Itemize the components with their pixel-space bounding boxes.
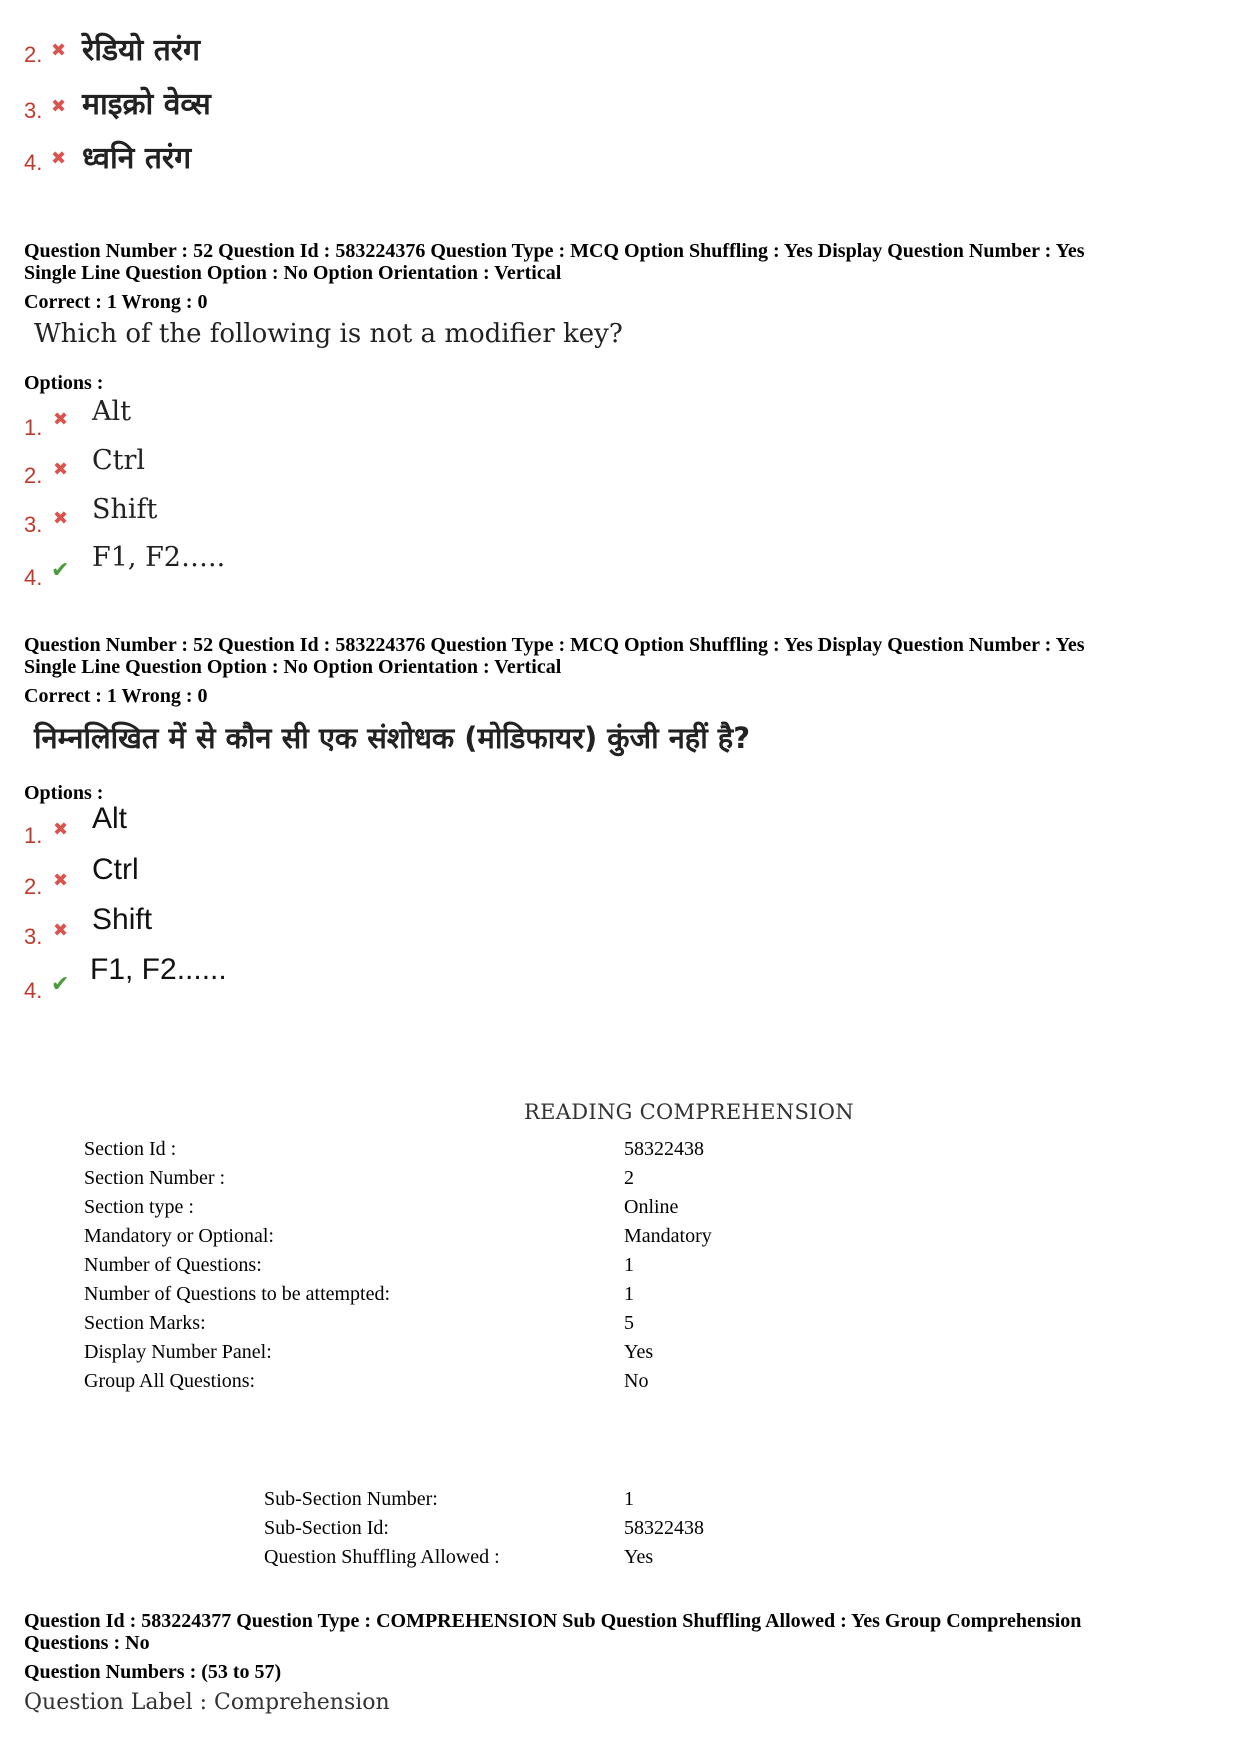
row-label: Sub-Section Number:	[264, 1488, 438, 1510]
option-text: Shift	[92, 494, 158, 525]
wrong-mark-icon: ✖	[53, 819, 69, 840]
option-row	[24, 33, 200, 68]
subsection-row	[264, 1517, 984, 1546]
option-number: 3.	[24, 924, 43, 949]
question-label: Question Label : Comprehension	[24, 1690, 390, 1715]
row-value: No	[624, 1370, 649, 1392]
wrong-mark-icon: ✖	[53, 870, 69, 891]
row-value: 58322438	[624, 1138, 704, 1160]
option-row	[24, 396, 131, 441]
wrong-mark-icon: ✖	[53, 508, 69, 529]
option-text: Alt	[92, 802, 128, 835]
row-label: Question Shuffling Allowed :	[264, 1546, 500, 1568]
comprehension-meta-line-1: Question Id : 583224377 Question Type : COMPREHENSION Sub Question Shuffling Allowed : Yes Group Comprehension	[24, 1610, 1082, 1632]
option-number: 3.	[24, 512, 43, 537]
correct-check-icon: ✔	[51, 972, 70, 997]
option-number: 1.	[24, 415, 43, 440]
options-label: Options :	[24, 782, 104, 804]
row-value: Mandatory	[624, 1225, 712, 1247]
option-row	[24, 903, 153, 950]
wrong-mark-icon: ✖	[51, 148, 67, 169]
option-number: 1.	[24, 823, 43, 848]
section-table	[84, 1138, 984, 1399]
option-number: 3.	[24, 98, 43, 123]
question-text: Which of the following is not a modifier key?	[34, 319, 623, 349]
row-value: Yes	[624, 1546, 654, 1568]
option-number: 2.	[24, 42, 43, 67]
wrong-mark-icon: ✖	[51, 96, 67, 117]
question-meta-line-1: Question Number : 52 Question Id : 583224376 Question Type : MCQ Option Shuffling : Yes Display Question Number : Yes	[24, 240, 1085, 262]
row-label: Section Id :	[84, 1138, 177, 1160]
row-label: Group All Questions:	[84, 1370, 256, 1392]
question-score: Correct : 1 Wrong : 0	[24, 291, 208, 313]
option-number: 2.	[24, 463, 43, 488]
option-text: Shift	[92, 903, 153, 936]
option-row	[24, 953, 227, 1004]
option-text: माइक्रो वेव्स	[82, 87, 211, 122]
row-value: Online	[624, 1196, 679, 1218]
row-value: 5	[624, 1312, 634, 1334]
correct-check-icon: ✔	[51, 558, 70, 583]
options-label: Options :	[24, 372, 104, 394]
option-text: Ctrl	[92, 445, 146, 476]
option-row	[24, 494, 158, 538]
row-value: 1	[624, 1283, 634, 1305]
question-meta-line-2: Single Line Question Option : No Option Orientation : Vertical	[24, 656, 562, 678]
option-number: 4.	[24, 565, 43, 590]
row-value: 1	[624, 1254, 634, 1276]
option-text: Alt	[92, 396, 131, 427]
section-row	[84, 1283, 984, 1312]
subsection-row	[264, 1546, 984, 1575]
option-text: ध्वनि तरंग	[82, 141, 192, 176]
option-text: F1, F2......	[90, 953, 227, 986]
option-text: Ctrl	[92, 853, 139, 886]
wrong-mark-icon: ✖	[53, 920, 69, 941]
section-row	[84, 1138, 984, 1167]
subsection-table	[264, 1488, 984, 1575]
section-row	[84, 1312, 984, 1341]
option-text: रेडियो तरंग	[82, 33, 200, 68]
option-row	[24, 141, 192, 176]
option-row	[24, 542, 226, 591]
row-value: 58322438	[624, 1517, 704, 1539]
section-row	[84, 1254, 984, 1283]
section-row	[84, 1196, 984, 1225]
section-row	[84, 1167, 984, 1196]
question-numbers: Question Numbers : (53 to 57)	[24, 1661, 282, 1683]
subsection-row	[264, 1488, 984, 1517]
section-row	[84, 1225, 984, 1254]
row-label: Number of Questions:	[84, 1254, 262, 1276]
section-row	[84, 1341, 984, 1370]
row-label: Section Marks:	[84, 1312, 206, 1334]
row-label: Section Number :	[84, 1167, 226, 1189]
question-meta-line-1: Question Number : 52 Question Id : 583224376 Question Type : MCQ Option Shuffling : Yes Display Question Number : Yes	[24, 634, 1085, 656]
row-label: Section type :	[84, 1196, 194, 1218]
option-number: 4.	[24, 978, 43, 1003]
row-label: Number of Questions to be attempted:	[84, 1283, 391, 1305]
row-value: Yes	[624, 1341, 654, 1363]
option-number: 2.	[24, 874, 43, 899]
option-row	[24, 802, 128, 849]
wrong-mark-icon: ✖	[53, 459, 69, 480]
row-label: Display Number Panel:	[84, 1341, 272, 1363]
question-score: Correct : 1 Wrong : 0	[24, 685, 208, 707]
row-label: Mandatory or Optional:	[84, 1225, 274, 1247]
question-meta-line-2: Single Line Question Option : No Option Orientation : Vertical	[24, 262, 562, 284]
question-text: निम्नलिखित में से कौन सी एक संशोधक (मोडिफायर) कुंजी नहीं है?	[34, 721, 751, 755]
option-row	[24, 853, 139, 900]
section-title: READING COMPREHENSION	[524, 1100, 854, 1124]
row-value: 1	[624, 1488, 634, 1510]
option-row	[24, 445, 146, 489]
option-row	[24, 87, 211, 124]
wrong-mark-icon: ✖	[51, 40, 67, 61]
option-text: F1, F2…..	[92, 542, 226, 573]
comprehension-meta-line-2: Questions : No	[24, 1632, 150, 1654]
section-row	[84, 1370, 984, 1399]
option-number: 4.	[24, 150, 43, 175]
row-label: Sub-Section Id:	[264, 1517, 389, 1539]
row-value: 2	[624, 1167, 634, 1189]
wrong-mark-icon: ✖	[53, 409, 69, 430]
